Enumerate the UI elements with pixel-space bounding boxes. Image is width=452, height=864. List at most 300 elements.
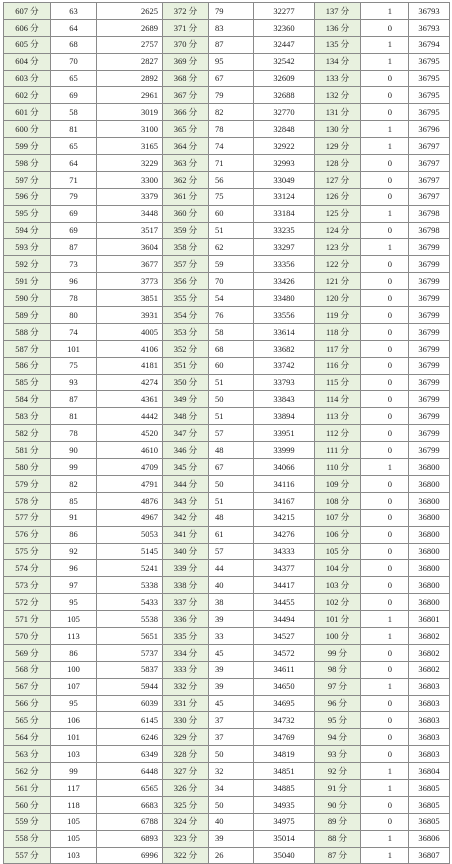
score-cell [315, 796, 361, 813]
count-cell: 73 [51, 256, 97, 273]
score-value: 559 [15, 816, 29, 827]
score-cell [315, 746, 361, 763]
score-value: 327 [173, 765, 187, 776]
score-cell [4, 459, 51, 476]
score-value: 569 [15, 647, 29, 658]
count-cell: 0 [361, 256, 409, 273]
cumulative-cell: 36799 [409, 323, 450, 340]
count-cell: 63 [51, 3, 97, 20]
score-cell [4, 357, 51, 374]
score-value: 589 [15, 309, 29, 320]
count-cell: 32 [209, 763, 254, 780]
cumulative-cell: 33556 [254, 307, 315, 324]
score-cell [4, 594, 51, 611]
count-cell: 87 [51, 391, 97, 408]
score-unit: 分 [338, 748, 348, 759]
score-unit: 分 [188, 495, 198, 506]
cumulative-cell: 34819 [254, 746, 315, 763]
score-cell [163, 644, 209, 661]
cumulative-cell: 6893 [97, 830, 163, 847]
table-row [4, 678, 450, 695]
score-value: 358 [173, 242, 187, 253]
cumulative-cell: 33843 [254, 391, 315, 408]
score-unit: 分 [30, 157, 39, 168]
score-cell [4, 408, 51, 425]
score-value: 132 [325, 90, 339, 101]
score-unit: 分 [188, 39, 198, 50]
score-value: 89 [327, 816, 337, 827]
score-value: 354 [173, 309, 187, 320]
cumulative-cell: 32993 [254, 155, 315, 172]
table-row [4, 391, 450, 408]
score-cell [315, 171, 361, 188]
count-cell: 0 [361, 357, 409, 374]
table-row [4, 340, 450, 357]
score-value: 134 [325, 56, 339, 67]
count-cell: 80 [51, 307, 97, 324]
cumulative-cell: 33235 [254, 222, 315, 239]
score-unit: 分 [30, 73, 39, 84]
cumulative-cell: 5338 [97, 577, 163, 594]
table-body [4, 3, 450, 864]
score-value: 557 [15, 850, 29, 861]
count-cell: 0 [361, 695, 409, 712]
count-cell: 71 [209, 155, 254, 172]
table-row [4, 53, 450, 70]
count-cell: 1 [361, 53, 409, 70]
score-unit: 分 [338, 782, 348, 793]
score-cell [315, 340, 361, 357]
score-value: 362 [173, 174, 187, 185]
count-cell: 93 [51, 374, 97, 391]
score-unit: 分 [340, 343, 350, 354]
score-unit: 分 [30, 191, 39, 202]
score-cell [315, 70, 361, 87]
score-value: 123 [325, 242, 339, 253]
cumulative-cell: 3773 [97, 273, 163, 290]
score-cell [163, 290, 209, 307]
count-cell: 44 [209, 560, 254, 577]
score-unit: 分 [340, 360, 350, 371]
count-cell: 91 [51, 509, 97, 526]
table-row [4, 374, 450, 391]
score-unit: 分 [340, 157, 350, 168]
score-cell [4, 391, 51, 408]
cumulative-cell: 4520 [97, 425, 163, 442]
table-row [4, 611, 450, 628]
cumulative-cell: 6683 [97, 796, 163, 813]
score-cell [4, 425, 51, 442]
count-cell: 33 [209, 627, 254, 644]
score-unit: 分 [340, 512, 350, 523]
count-cell: 86 [51, 644, 97, 661]
count-cell: 40 [209, 577, 254, 594]
score-unit: 分 [188, 56, 198, 67]
cumulative-cell: 36802 [409, 661, 450, 678]
cumulative-cell: 4274 [97, 374, 163, 391]
table-row [4, 256, 450, 273]
cumulative-cell: 2961 [97, 87, 163, 104]
cumulative-cell: 36805 [409, 779, 450, 796]
table-row [4, 104, 450, 121]
score-unit: 分 [340, 326, 350, 337]
cumulative-cell: 6349 [97, 746, 163, 763]
count-cell: 0 [361, 526, 409, 543]
count-cell: 0 [361, 374, 409, 391]
count-cell: 0 [361, 661, 409, 678]
score-unit: 分 [30, 579, 39, 590]
score-value: 109 [325, 478, 339, 489]
score-value: 342 [173, 512, 187, 523]
score-unit: 分 [30, 123, 39, 134]
count-cell: 0 [361, 813, 409, 830]
score-cell [4, 627, 51, 644]
score-unit: 分 [188, 259, 198, 270]
cumulative-cell: 3229 [97, 155, 163, 172]
score-unit: 分 [188, 563, 198, 574]
score-cell [4, 543, 51, 560]
score-value: 585 [15, 377, 29, 388]
score-value: 100 [325, 630, 339, 641]
score-value: 333 [173, 664, 187, 675]
cumulative-cell: 36797 [409, 138, 450, 155]
score-unit: 分 [30, 613, 39, 624]
score-value: 352 [173, 343, 187, 354]
score-value: 90 [327, 799, 337, 810]
cumulative-cell: 5837 [97, 661, 163, 678]
count-cell: 81 [51, 408, 97, 425]
score-cell [4, 188, 51, 205]
cumulative-cell: 5053 [97, 526, 163, 543]
score-unit: 分 [30, 799, 39, 810]
count-cell: 68 [209, 340, 254, 357]
score-value: 125 [325, 208, 339, 219]
score-value: 88 [327, 833, 337, 844]
score-value: 104 [325, 563, 339, 574]
score-unit: 分 [340, 73, 350, 84]
score-cell [315, 121, 361, 138]
count-cell: 0 [361, 70, 409, 87]
count-cell: 1 [361, 830, 409, 847]
score-value: 94 [327, 731, 337, 742]
cumulative-cell: 4181 [97, 357, 163, 374]
score-unit: 分 [30, 850, 39, 861]
score-unit: 分 [30, 360, 39, 371]
score-cell [315, 357, 361, 374]
cumulative-cell: 34650 [254, 678, 315, 695]
score-value: 583 [15, 411, 29, 422]
cumulative-cell: 6565 [97, 779, 163, 796]
cumulative-cell: 2827 [97, 53, 163, 70]
score-unit: 分 [340, 107, 350, 118]
score-unit: 分 [30, 174, 39, 185]
score-cell [315, 391, 361, 408]
score-unit: 分 [340, 309, 350, 320]
table-row [4, 746, 450, 763]
cumulative-cell: 33049 [254, 171, 315, 188]
cumulative-cell: 34116 [254, 475, 315, 492]
count-cell: 90 [51, 442, 97, 459]
count-cell: 50 [209, 746, 254, 763]
count-cell: 50 [209, 391, 254, 408]
cumulative-cell: 3300 [97, 171, 163, 188]
score-cell [163, 475, 209, 492]
score-unit: 分 [188, 850, 198, 861]
score-value: 599 [15, 140, 29, 151]
table-row [4, 492, 450, 509]
score-unit: 分 [30, 411, 39, 422]
count-cell: 61 [209, 526, 254, 543]
count-cell: 0 [361, 712, 409, 729]
cumulative-cell: 36803 [409, 712, 450, 729]
count-cell: 69 [51, 222, 97, 239]
count-cell: 0 [361, 188, 409, 205]
score-unit: 分 [30, 478, 39, 489]
score-value: 372 [173, 5, 187, 16]
score-unit: 分 [188, 90, 198, 101]
score-unit: 分 [188, 275, 198, 286]
score-cell [163, 627, 209, 644]
cumulative-cell: 6996 [97, 847, 163, 864]
score-cell [163, 746, 209, 763]
score-value: 126 [325, 191, 339, 202]
cumulative-cell: 36801 [409, 611, 450, 628]
cumulative-cell: 36800 [409, 526, 450, 543]
score-cell [4, 323, 51, 340]
score-unit: 分 [340, 275, 350, 286]
count-cell: 74 [209, 138, 254, 155]
score-unit: 分 [188, 411, 198, 422]
score-unit: 分 [340, 495, 350, 506]
score-value: 368 [173, 73, 187, 84]
score-cell [163, 678, 209, 695]
score-cell [163, 87, 209, 104]
score-unit: 分 [340, 90, 350, 101]
score-value: 561 [15, 782, 29, 793]
score-cell [315, 3, 361, 20]
score-unit: 分 [340, 529, 350, 540]
count-cell: 48 [209, 442, 254, 459]
score-unit: 分 [338, 799, 348, 810]
score-value: 361 [173, 191, 187, 202]
score-value: 581 [15, 444, 29, 455]
score-cell [315, 729, 361, 746]
score-value: 337 [173, 596, 187, 607]
count-cell: 95 [51, 594, 97, 611]
score-unit: 分 [188, 292, 198, 303]
score-unit: 分 [188, 343, 198, 354]
score-unit: 分 [340, 39, 350, 50]
score-value: 128 [325, 157, 339, 168]
score-unit: 分 [338, 816, 348, 827]
table-row [4, 779, 450, 796]
score-cell [315, 188, 361, 205]
score-unit: 分 [188, 242, 198, 253]
score-unit: 分 [188, 833, 198, 844]
score-cell [315, 307, 361, 324]
score-unit: 分 [188, 191, 198, 202]
score-cell [4, 560, 51, 577]
score-unit: 分 [30, 225, 39, 236]
count-cell: 95 [209, 53, 254, 70]
cumulative-cell: 4361 [97, 391, 163, 408]
score-cell [163, 611, 209, 628]
score-cell [4, 155, 51, 172]
count-cell: 39 [209, 678, 254, 695]
count-cell: 86 [51, 526, 97, 543]
score-value: 351 [173, 360, 187, 371]
table-row [4, 87, 450, 104]
score-value: 605 [15, 39, 29, 50]
score-value: 135 [325, 39, 339, 50]
cumulative-cell: 5944 [97, 678, 163, 695]
count-cell: 70 [209, 273, 254, 290]
score-cell [315, 256, 361, 273]
score-value: 87 [327, 850, 337, 861]
score-value: 336 [173, 613, 187, 624]
count-cell: 1 [361, 459, 409, 476]
table-row [4, 239, 450, 256]
score-cell [315, 509, 361, 526]
score-value: 324 [173, 816, 187, 827]
score-cell [4, 222, 51, 239]
count-cell: 101 [51, 729, 97, 746]
score-unit: 分 [30, 242, 39, 253]
score-cell [4, 678, 51, 695]
cumulative-cell: 34377 [254, 560, 315, 577]
score-unit: 分 [340, 123, 350, 134]
score-unit: 分 [340, 191, 350, 202]
score-cell [163, 121, 209, 138]
table-row [4, 763, 450, 780]
score-cell [163, 425, 209, 442]
score-value: 136 [325, 22, 339, 33]
count-cell: 71 [51, 171, 97, 188]
count-cell: 39 [209, 611, 254, 628]
score-unit: 分 [340, 377, 350, 388]
score-value: 598 [15, 157, 29, 168]
count-cell: 56 [209, 171, 254, 188]
table-row [4, 526, 450, 543]
score-value: 107 [325, 512, 339, 523]
count-cell: 78 [51, 290, 97, 307]
score-unit: 分 [338, 765, 348, 776]
cumulative-cell: 36800 [409, 543, 450, 560]
score-cell [315, 847, 361, 864]
score-value: 332 [173, 681, 187, 692]
score-cell [163, 763, 209, 780]
score-unit: 分 [188, 630, 198, 641]
count-cell: 106 [51, 712, 97, 729]
cumulative-cell: 36799 [409, 442, 450, 459]
score-cell [4, 239, 51, 256]
count-cell: 45 [209, 644, 254, 661]
score-unit: 分 [340, 563, 350, 574]
cumulative-cell: 3517 [97, 222, 163, 239]
cumulative-cell: 32277 [254, 3, 315, 20]
score-value: 325 [173, 799, 187, 810]
score-cell [163, 3, 209, 20]
score-unit: 分 [188, 5, 198, 16]
score-cell [315, 475, 361, 492]
score-value: 603 [15, 73, 29, 84]
score-unit: 分 [30, 596, 39, 607]
cumulative-cell: 36798 [409, 205, 450, 222]
count-cell: 105 [51, 813, 97, 830]
score-cell [163, 256, 209, 273]
score-unit: 分 [188, 799, 198, 810]
count-cell: 60 [209, 205, 254, 222]
cumulative-cell: 34695 [254, 695, 315, 712]
cumulative-cell: 34066 [254, 459, 315, 476]
cumulative-cell: 2625 [97, 3, 163, 20]
score-value: 92 [327, 765, 337, 776]
table-row [4, 357, 450, 374]
score-value: 129 [325, 140, 339, 151]
score-value: 124 [325, 225, 339, 236]
score-unit: 分 [188, 512, 198, 523]
count-cell: 65 [51, 138, 97, 155]
cumulative-cell: 3931 [97, 307, 163, 324]
count-cell: 103 [51, 847, 97, 864]
table-row [4, 70, 450, 87]
count-cell: 79 [209, 87, 254, 104]
cumulative-cell: 5241 [97, 560, 163, 577]
cumulative-cell: 5651 [97, 627, 163, 644]
count-cell: 1 [361, 763, 409, 780]
cumulative-cell: 36800 [409, 509, 450, 526]
score-cell [163, 70, 209, 87]
count-cell: 0 [361, 425, 409, 442]
cumulative-cell: 36793 [409, 3, 450, 20]
score-cell [163, 492, 209, 509]
cumulative-cell: 34769 [254, 729, 315, 746]
score-unit: 分 [338, 833, 348, 844]
score-unit: 分 [30, 259, 39, 270]
score-cell [4, 171, 51, 188]
score-unit: 分 [188, 765, 198, 776]
score-unit: 分 [30, 444, 39, 455]
table-row [4, 222, 450, 239]
cumulative-cell: 33356 [254, 256, 315, 273]
cumulative-cell: 3100 [97, 121, 163, 138]
count-cell: 78 [51, 425, 97, 442]
score-unit: 分 [30, 833, 39, 844]
cumulative-cell: 34417 [254, 577, 315, 594]
cumulative-cell: 36805 [409, 796, 450, 813]
score-value: 563 [15, 748, 29, 759]
score-value: 588 [15, 326, 29, 337]
score-unit: 分 [340, 225, 350, 236]
count-cell: 75 [51, 357, 97, 374]
table-row [4, 323, 450, 340]
score-value: 115 [325, 377, 339, 388]
cumulative-cell: 33124 [254, 188, 315, 205]
cumulative-cell: 6788 [97, 813, 163, 830]
score-cell [315, 779, 361, 796]
score-value: 326 [173, 782, 187, 793]
cumulative-cell: 3379 [97, 188, 163, 205]
score-value: 574 [15, 563, 29, 574]
score-unit: 分 [30, 90, 39, 101]
cumulative-cell: 32688 [254, 87, 315, 104]
score-value: 576 [15, 529, 29, 540]
count-cell: 39 [209, 661, 254, 678]
table-row [4, 3, 450, 20]
count-cell: 0 [361, 290, 409, 307]
cumulative-cell: 4967 [97, 509, 163, 526]
score-value: 348 [173, 411, 187, 422]
